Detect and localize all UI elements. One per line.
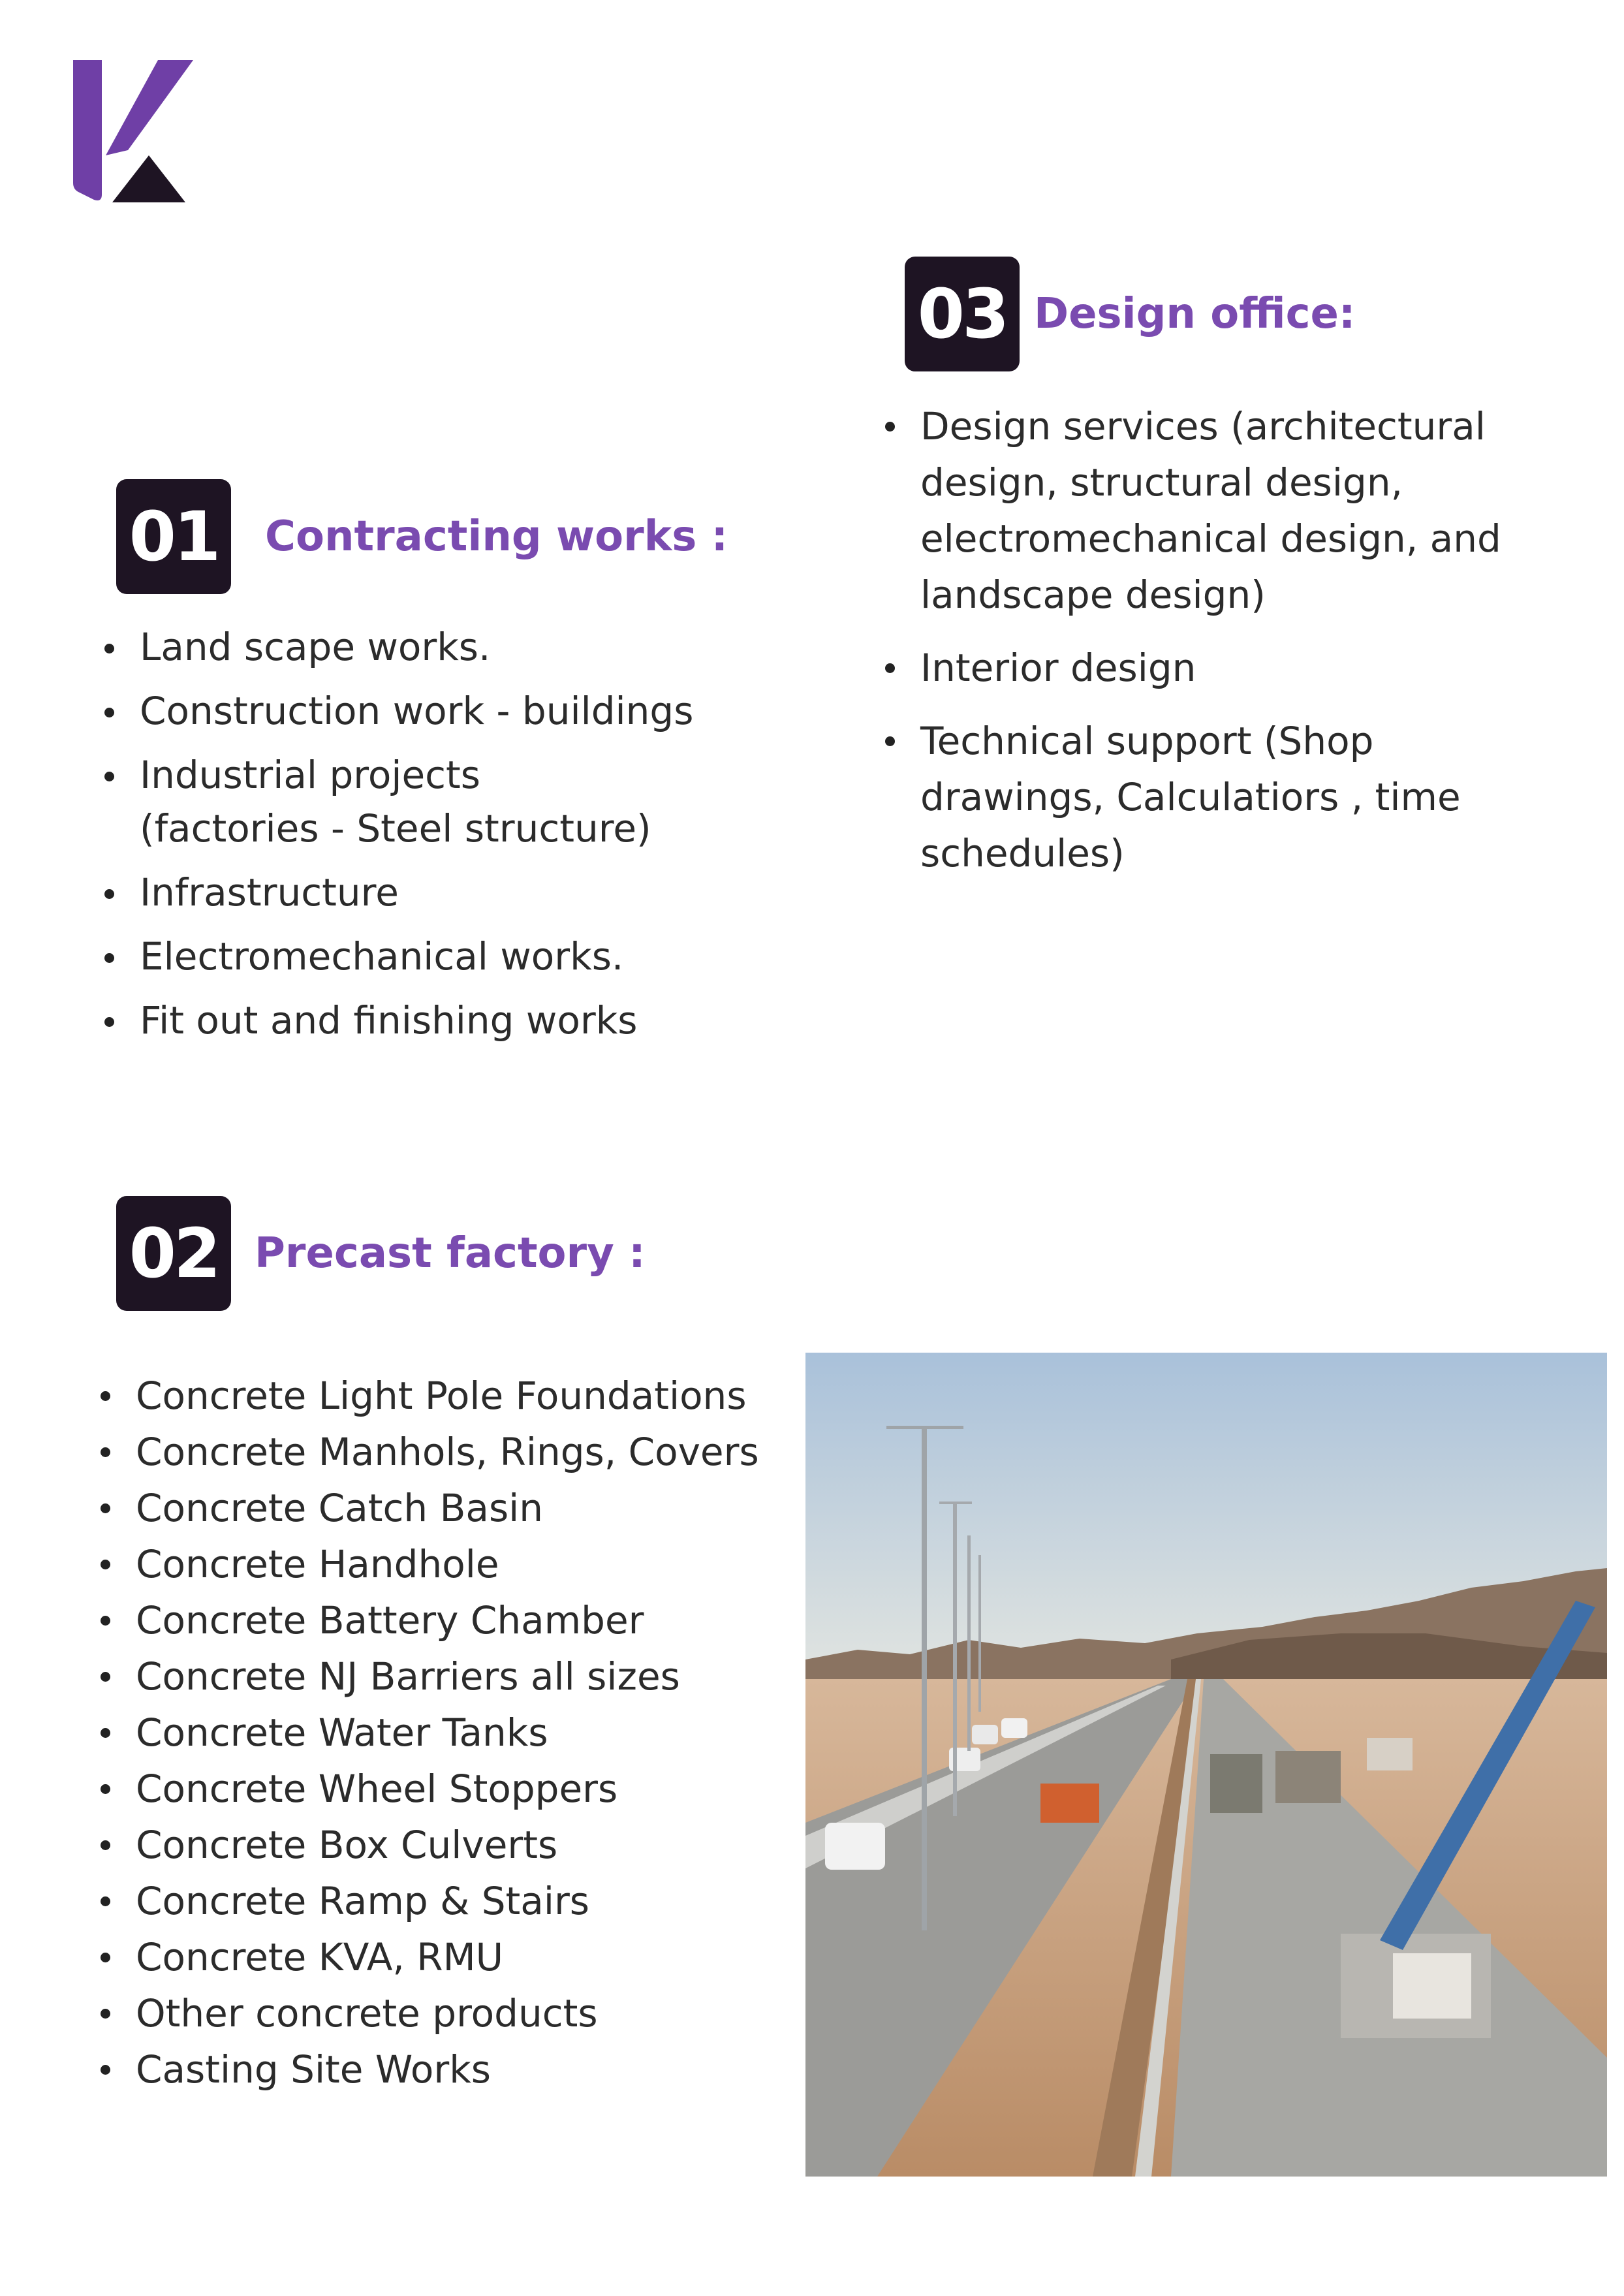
list-item-text: Concrete Manhols, Rings, Covers — [136, 1430, 759, 1474]
list-item — [98, 1761, 759, 1817]
list-item-text: Concrete Water Tanks — [136, 1710, 548, 1755]
list-item-text: drawings, Calculatiors , time — [920, 775, 1461, 819]
list-item — [98, 1929, 759, 1985]
list-item — [102, 866, 693, 919]
list-item-text: Concrete Handhole — [136, 1542, 499, 1586]
list-item-text: Technical support (Shop — [920, 719, 1374, 763]
list-item-text: Design services (architectural — [920, 404, 1486, 448]
section-title: Precast factory : — [255, 1229, 646, 1278]
list-item — [98, 2041, 759, 2098]
list-item-text: Concrete Battery Chamber — [136, 1598, 644, 1643]
section-title: Design office: — [1034, 290, 1356, 338]
list-item — [882, 713, 1501, 881]
section-design-header — [905, 257, 1356, 371]
list-item-text: Land scape works. — [140, 625, 491, 669]
list-item-text: Concrete Light Pole Foundations — [136, 1374, 747, 1418]
list-item-text: schedules) — [920, 831, 1125, 875]
list-item — [98, 1536, 759, 1592]
list-item-text: Electromechanical works. — [140, 934, 624, 979]
section-contracting-header — [116, 479, 728, 594]
list-item-text: Other concrete products — [136, 1991, 598, 2036]
k-logo-icon — [65, 57, 202, 204]
list-item — [102, 748, 693, 855]
list-item — [882, 640, 1501, 696]
precast-list — [98, 1368, 759, 2098]
list-item — [102, 994, 693, 1047]
list-item-text: Interior design — [920, 646, 1196, 690]
list-item — [98, 1480, 759, 1536]
list-item-text: landscape design) — [920, 573, 1266, 617]
list-item — [882, 398, 1501, 623]
contracting-list — [102, 620, 693, 1058]
design-list — [882, 398, 1501, 898]
list-item — [98, 1424, 759, 1480]
section-number-badge: 02 — [116, 1196, 231, 1311]
highway-construction-photo — [805, 1353, 1607, 2177]
list-item-text: electromechanical design, and — [920, 516, 1501, 561]
list-item-text: Concrete NJ Barriers all sizes — [136, 1654, 680, 1699]
list-item — [102, 684, 693, 738]
list-item — [98, 1873, 759, 1929]
section-title: Contracting works : — [265, 512, 728, 561]
section-number-badge: 03 — [905, 257, 1020, 371]
list-item — [98, 1368, 759, 1424]
list-item — [98, 1817, 759, 1873]
list-item-text: design, structural design, — [920, 460, 1403, 505]
list-item-text: Concrete Ramp & Stairs — [136, 1879, 590, 1923]
list-item-text: Concrete KVA, RMU — [136, 1935, 504, 1979]
list-item — [98, 1985, 759, 2041]
list-item-text: Concrete Wheel Stoppers — [136, 1767, 618, 1811]
list-item — [102, 930, 693, 983]
list-item-text: Casting Site Works — [136, 2047, 492, 2092]
list-item-text: Industrial projects — [140, 753, 480, 797]
list-item-text: Concrete Catch Basin — [136, 1486, 544, 1530]
company-logo — [65, 57, 202, 204]
list-item-text: Infrastructure — [140, 870, 399, 915]
list-item — [98, 1705, 759, 1761]
list-item — [98, 1648, 759, 1705]
list-item-text: Construction work - buildings — [140, 689, 694, 733]
list-item — [102, 620, 693, 674]
list-item-text: Fit out and finishing works — [140, 998, 638, 1043]
section-number-badge: 01 — [116, 479, 231, 594]
list-item-text: (factories - Steel structure) — [140, 806, 651, 851]
list-item-text: Concrete Box Culverts — [136, 1823, 558, 1867]
section-precast-header — [116, 1196, 646, 1311]
list-item — [98, 1592, 759, 1648]
